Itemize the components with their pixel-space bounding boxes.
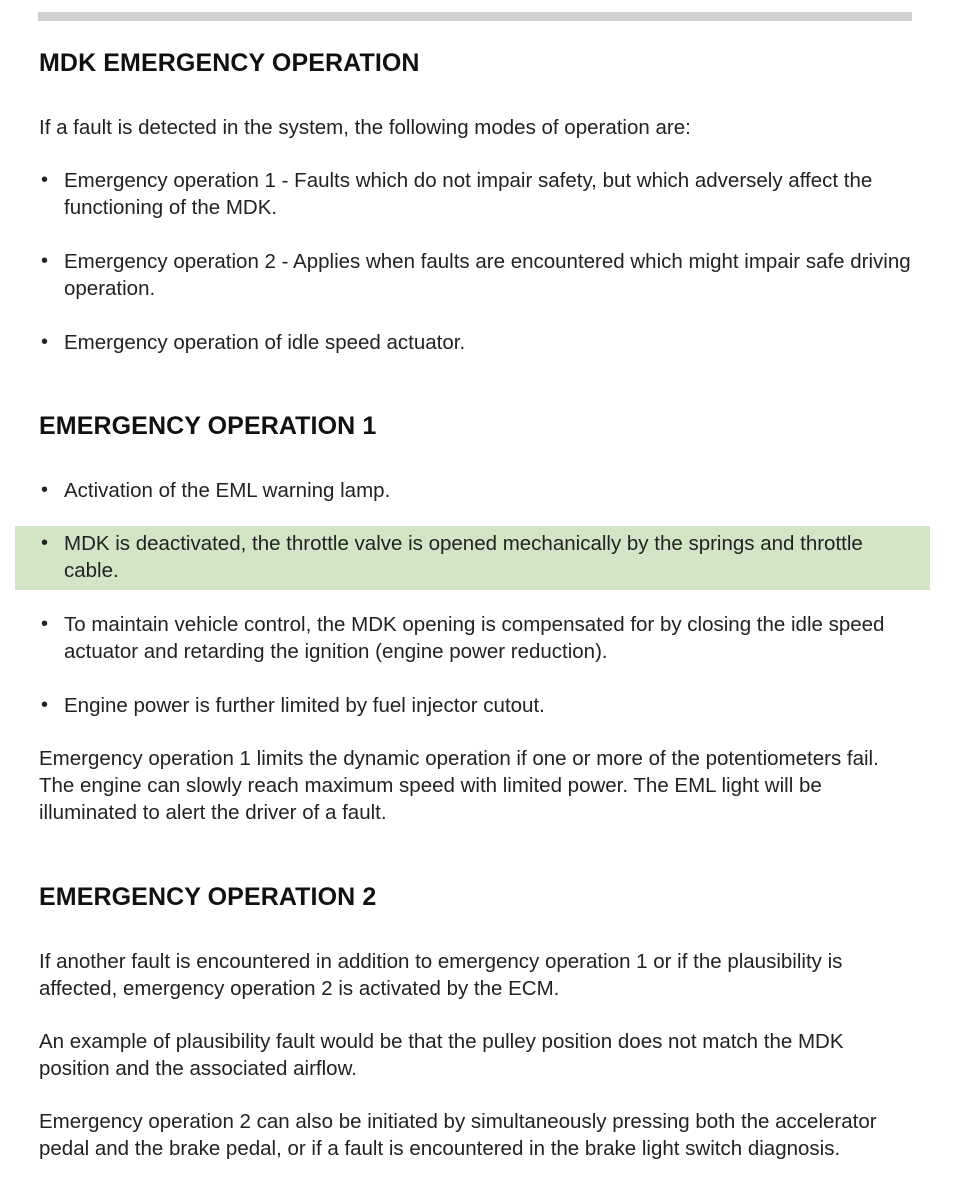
bullet-dot: • xyxy=(41,613,49,635)
list-item-text: Activation of the EML warning lamp. xyxy=(64,479,391,502)
list-item-text: MDK is deactivated, the throttle valve is opened mechanically by the springs and throttle cable. xyxy=(64,532,863,582)
list-item xyxy=(39,248,914,302)
heading-emergency-operation-1: EMERGENCY OPERATION 1 xyxy=(39,412,377,440)
list-item xyxy=(39,329,914,356)
list-item xyxy=(39,477,914,504)
bullet-dot: • xyxy=(41,331,49,353)
list-item-text: To maintain vehicle control, the MDK opening is compensated for by closing the idle speed actuator and retarding the ignition (engine power reduction). xyxy=(64,613,885,663)
bullet-dot: • xyxy=(41,532,49,554)
top-divider xyxy=(38,12,912,21)
bullet-dot: • xyxy=(41,479,49,501)
op2-paragraph-2: An example of plausibility fault would be that the pulley position does not match the MDK position and the associated airflow. xyxy=(39,1030,844,1080)
bullet-dot: • xyxy=(41,169,49,191)
op1-summary-paragraph: Emergency operation 1 limits the dynamic operation if one or more of the potentiometers fail. The engine can slowly reach maximum speed with limited power. The EML light will be illuminated to alert the driver of a fault. xyxy=(39,747,879,824)
op2-paragraph-1: If another fault is encountered in addition to emergency operation 1 or if the plausibility is affected, emergency operation 2 is activated by the ECM. xyxy=(39,950,843,1000)
heading-mdk-emergency-operation: MDK EMERGENCY OPERATION xyxy=(39,49,420,77)
list-item-text: Emergency operation 2 - Applies when faults are encountered which might impair safe driving operation. xyxy=(64,250,911,300)
list-item xyxy=(39,611,914,665)
list-item xyxy=(39,692,914,719)
list-item-text: Emergency operation 1 - Faults which do not impair safety, but which adversely affect the functioning of the MDK. xyxy=(64,169,873,219)
heading-emergency-operation-2: EMERGENCY OPERATION 2 xyxy=(39,883,377,911)
op2-paragraph-3: Emergency operation 2 can also be initiated by simultaneously pressing both the accelerator pedal and the brake pedal, or if a fault is encountered in the brake light switch diagnosis. xyxy=(39,1110,877,1160)
list-item xyxy=(39,167,914,221)
bullet-dot: • xyxy=(41,250,49,272)
list-item-text: Emergency operation of idle speed actuator. xyxy=(64,331,466,354)
list-item-highlighted xyxy=(39,530,914,584)
mdk-intro-paragraph: If a fault is detected in the system, the following modes of operation are: xyxy=(39,116,691,139)
list-item-text: Engine power is further limited by fuel injector cutout. xyxy=(64,694,545,717)
bullet-dot: • xyxy=(41,694,49,716)
